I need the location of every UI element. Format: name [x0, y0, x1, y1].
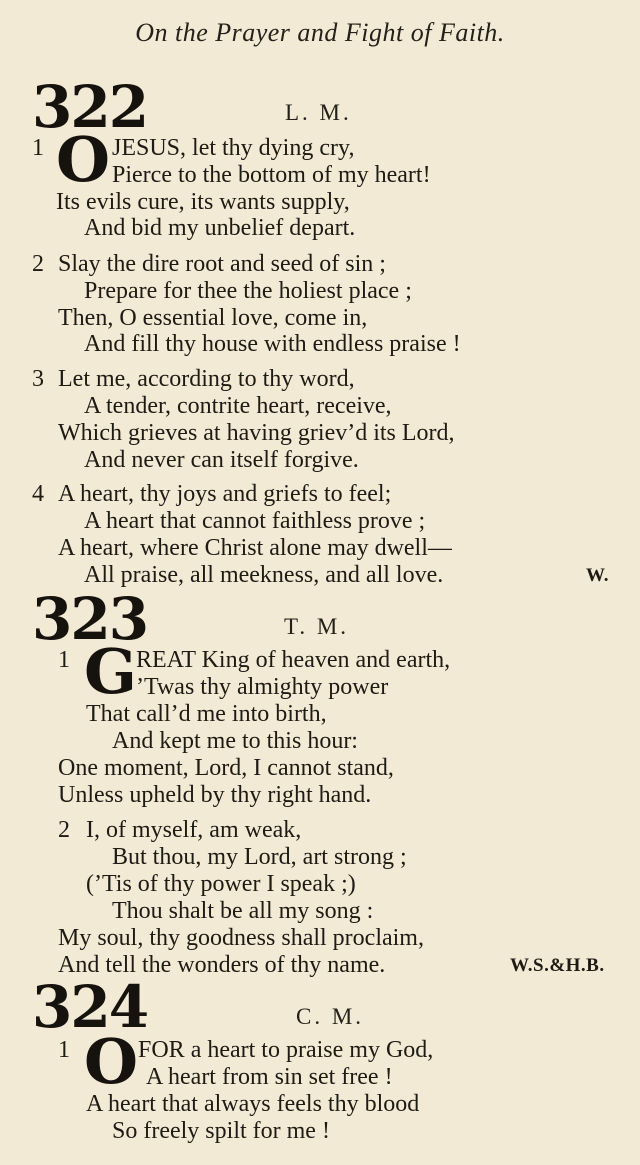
- verse-line: Pierce to the bottom of my heart!: [112, 162, 431, 188]
- drop-cap: O: [56, 123, 111, 196]
- verse-line: FOR a heart to praise my God,: [138, 1037, 434, 1063]
- stanza-number: 1: [32, 135, 44, 161]
- verse-line: A heart, where Christ alone may dwell—: [58, 535, 452, 561]
- hymn-meter: C. M.: [296, 1004, 365, 1029]
- verse-line: A tender, contrite heart, receive,: [84, 393, 392, 419]
- verse-line: Thou shalt be all my song :: [112, 898, 374, 924]
- verse-line: REAT King of heaven and earth,: [136, 647, 451, 673]
- verse-line: Its evils cure, its wants supply,: [56, 189, 350, 215]
- verse-line: And tell the wonders of thy name.: [58, 952, 386, 978]
- hymn-number: 322: [32, 73, 148, 141]
- verse-line: One moment, Lord, I cannot stand,: [58, 755, 394, 781]
- verse-line: And fill thy house with endless praise !: [84, 331, 461, 357]
- verse-line: And bid my unbelief depart.: [84, 215, 356, 241]
- author-attribution: W.S.&H.B.: [510, 955, 605, 976]
- verse-line: That call’d me into birth,: [86, 701, 327, 727]
- verse-line: JESUS, let thy dying cry,: [112, 135, 355, 161]
- hymn-meter: T. M.: [284, 614, 350, 639]
- stanza-number: 1: [58, 1037, 70, 1063]
- stanza-number: 3: [32, 366, 44, 392]
- verse-line: But thou, my Lord, art strong ;: [112, 844, 407, 870]
- verse-line: Unless upheld by thy right hand.: [58, 782, 372, 808]
- verse-line: So freely spilt for me !: [112, 1118, 330, 1144]
- stanza-number: 2: [32, 251, 44, 277]
- verse-line: ’Twas thy almighty power: [136, 674, 389, 700]
- verse-line: Let me, according to thy word,: [58, 366, 355, 392]
- verse-line: Slay the dire root and seed of sin ;: [58, 251, 386, 277]
- verse-line: Prepare for thee the holiest place ;: [84, 278, 412, 304]
- stanza-number: 2: [58, 817, 70, 843]
- verse-line: I, of myself, am weak,: [86, 817, 302, 843]
- verse-line: A heart that cannot faithless prove ;: [84, 508, 426, 534]
- verse-line: Which grieves at having griev’d its Lord,: [58, 420, 455, 446]
- verse-line: A heart that always feels thy blood: [86, 1091, 420, 1117]
- author-attribution: W.: [586, 565, 610, 586]
- verse-line: A heart from sin set free !: [146, 1064, 393, 1090]
- hymn-meter: L. M.: [285, 100, 352, 125]
- verse-line: (’Tis of thy power I speak ;): [86, 871, 356, 897]
- stanza-number: 1: [58, 647, 70, 673]
- verse-line: All praise, all meekness, and all love.: [84, 562, 444, 588]
- verse-line: And never can itself forgive.: [84, 447, 359, 473]
- verse-line: Then, O essential love, come in,: [58, 305, 368, 331]
- hymn-number: 324: [32, 973, 148, 1041]
- verse-line: My soul, thy goodness shall proclaim,: [58, 925, 424, 951]
- running-head: On the Prayer and Fight of Faith.: [135, 18, 505, 47]
- verse-line: A heart, thy joys and griefs to feel;: [58, 481, 392, 507]
- drop-cap: O: [84, 1025, 139, 1098]
- hymn-number: 323: [32, 585, 148, 653]
- drop-cap: G: [84, 635, 137, 708]
- verse-line: And kept me to this hour:: [112, 728, 358, 754]
- stanza-number: 4: [32, 481, 44, 507]
